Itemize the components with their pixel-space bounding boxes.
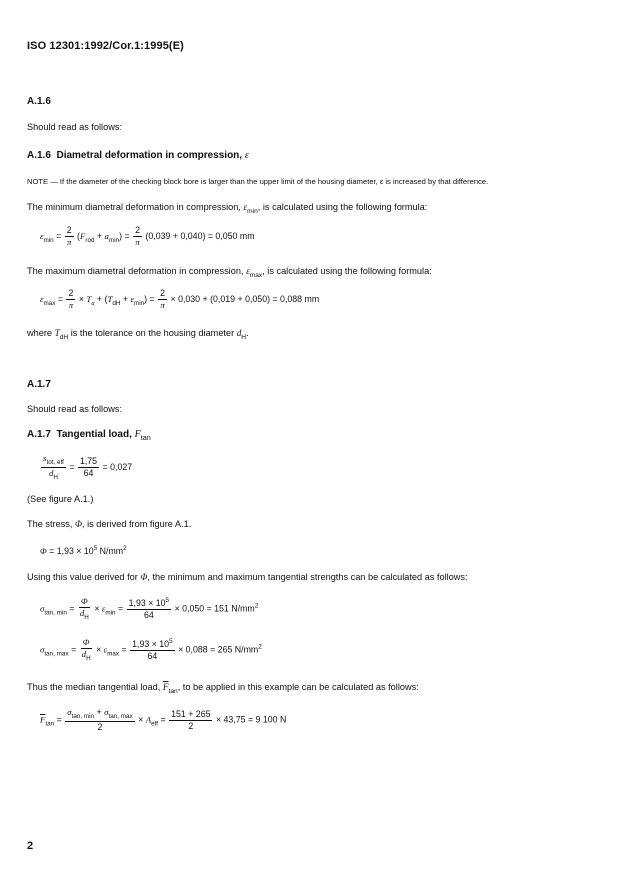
eq-sub: H	[86, 654, 91, 662]
equation-epsilon-min: $\varepsilon_{min}$ = $\frac{2}{\pi}$ $(F_{rod} + a_{min})$ = $\frac{2}{\pi}$ (0,039 + 0,040) = 0,050 mm	[40, 225, 255, 248]
fraction-numerator: 2	[133, 226, 142, 237]
thus-paragraph	[27, 682, 419, 695]
eq-value: = 1,93 × 10	[49, 545, 94, 556]
eq-exponent: 5	[169, 638, 173, 646]
fraction-numerator: Φ	[81, 638, 92, 649]
text-span: , the minimum and maximum tangential strengths can be calculated as follows:	[147, 572, 468, 582]
eq-symbol: a	[104, 231, 109, 242]
eq-value: 1,93 × 10	[132, 639, 170, 650]
fraction-denominator: 64	[83, 468, 94, 479]
symbol: $\overline{F}$	[162, 682, 169, 692]
text-span: , to be applied in this example can be calculated as follows:	[177, 682, 419, 692]
subscript: min	[247, 207, 258, 215]
page-number: 2	[27, 840, 34, 852]
document-header: ISO 12301:1992/Cor.1:1995(E)	[27, 40, 184, 52]
fraction-denominator: 64	[143, 610, 154, 621]
heading-number: A.1.7	[27, 429, 51, 440]
eq-sub: tan, max	[44, 650, 69, 658]
where-paragraph	[27, 328, 249, 341]
text-span: , is calculated using the following formula:	[262, 266, 432, 276]
equation-sigma-max: $\sigma_{tan, max}$ = $\frac{\Phi}{d_H}$ × $\varepsilon_{max}$ = $\frac{1,93 \times 10^5}{64}$ × 0,088 = 265 $N/mm^2$	[40, 637, 262, 662]
eq-sub: min	[108, 236, 120, 244]
eq-unit: N/mm	[97, 545, 124, 556]
text-span: The minimum diametral deformation in compression,	[27, 202, 244, 212]
eq-symbol: d	[48, 468, 54, 479]
fraction-denominator: π	[68, 300, 74, 311]
fraction-2-pi	[158, 289, 167, 310]
eq-sub: tan, max	[108, 712, 133, 720]
text-span: The maximum diametral deformation in compression,	[27, 266, 247, 276]
eq-sub: tan, min	[44, 609, 67, 617]
eq-exponent: 2	[258, 643, 262, 651]
eq-symbol: σ	[104, 707, 109, 717]
eq-values: × 0,050 = 151 N/mm	[174, 603, 255, 614]
equation-epsilon-max: $\varepsilon_{max}$ = $\frac{2}{\pi}$ × $T_a + (T_{dH} + \varepsilon_{min})$ = $\frac{2}{\pi}$ × 0,030 + (0,019 + 0,050) = 0,088 mm	[40, 288, 320, 311]
fraction-values	[169, 710, 212, 731]
eq-sub: min	[43, 236, 54, 244]
fraction-phi-d	[80, 638, 93, 663]
eq-sub: tan, min	[71, 712, 95, 720]
eq-sub: H	[84, 613, 89, 621]
fraction-phi-d	[78, 597, 91, 622]
eq-values: (0,039 + 0,040) = 0,050 mm	[145, 231, 255, 242]
eq-symbol: σ	[67, 707, 72, 717]
heading-title: Diametral deformation in compression,	[56, 150, 243, 161]
eq-symbol: ε	[130, 294, 134, 305]
text-span: Using this value derived for	[27, 572, 141, 582]
fraction-denominator: π	[66, 237, 72, 248]
eq-symbol: σ	[40, 603, 45, 614]
eq-symbol: ε	[101, 603, 106, 614]
eq-sub: min	[133, 299, 145, 307]
symbol: Φ	[75, 519, 82, 529]
heading-sub: tan	[140, 433, 151, 442]
eq-symbol: T	[86, 294, 92, 305]
eq-symbol: $\overline{F}$	[40, 714, 46, 725]
eq-symbol: F	[79, 231, 86, 242]
eq-sub: tot, eff	[46, 458, 64, 466]
symbol: Φ	[140, 572, 148, 582]
should-read-label: Should read as follows:	[27, 404, 122, 414]
fraction-numerator: 2	[65, 226, 74, 237]
text-span: , is derived from figure A.1.	[82, 519, 192, 529]
should-read-label: Should read as follows:	[27, 122, 122, 132]
section-id-a17: A.1.7	[27, 379, 51, 390]
see-figure-note: (See figure A.1.)	[27, 494, 94, 504]
fraction-numerator: 2	[158, 289, 167, 300]
heading-title: Tangential load,	[56, 429, 132, 440]
heading-symbol: F	[134, 429, 141, 440]
fraction-numerator	[41, 454, 66, 468]
fraction-s-d	[41, 454, 66, 482]
fraction-numerator: Φ	[79, 597, 90, 608]
symbol: ε	[243, 202, 248, 212]
eq-exponent: 5	[93, 545, 98, 552]
symbol: T	[54, 328, 60, 338]
equation-ratio: $\frac{s_{tot, eff}}{d_H}$ = $\frac{1,75}{64}$ = 0,027	[43, 453, 133, 482]
fraction-denominator: 2	[97, 722, 103, 733]
eq-values: × 0,088 = 265 N/mm	[178, 644, 259, 655]
fraction-values	[127, 598, 171, 620]
eq-exponent: 2	[123, 545, 127, 552]
eq-symbol: d	[81, 649, 87, 660]
subscript: max	[249, 271, 263, 279]
eq-sub: dH	[112, 299, 121, 307]
fraction-values	[78, 457, 99, 478]
eq-exponent: 5	[165, 597, 170, 605]
section-heading-a17	[27, 429, 151, 442]
fraction-numerator: 2	[66, 289, 75, 300]
eq-sub: H	[53, 474, 58, 482]
fraction-denominator	[47, 468, 60, 481]
section-heading-a16	[27, 150, 249, 161]
eq-symbol: σ	[40, 644, 45, 655]
fraction-numerator	[127, 598, 171, 610]
eq-sub: eff	[151, 720, 159, 728]
eq-sub: min	[105, 609, 116, 617]
section-id-a16: A.1.6	[27, 96, 51, 107]
fraction-denominator	[80, 649, 93, 662]
text-span: is the tolerance on the housing diameter	[68, 328, 237, 338]
fraction-2-pi	[66, 289, 75, 310]
text-span: .	[246, 328, 249, 338]
text-span: Thus the median tangential load,	[27, 682, 163, 692]
text-span: , is calculated using the following formula:	[257, 202, 428, 212]
using-paragraph	[27, 572, 468, 582]
symbol: ε	[246, 266, 250, 276]
eq-symbol: A	[145, 714, 152, 725]
text-span: where	[27, 328, 55, 338]
fraction-numerator: 1,75	[78, 457, 99, 468]
eq-symbol: Φ	[40, 545, 47, 556]
eq-exponent: 2	[254, 602, 259, 610]
eq-symbol: ε	[40, 231, 44, 242]
eq-symbol: d	[79, 608, 85, 619]
eq-sub: a	[91, 299, 95, 307]
subscript: H	[241, 333, 247, 341]
fraction-numerator: 151 + 265	[169, 710, 212, 721]
subscript: tan	[168, 687, 178, 695]
eq-sub: tan	[45, 720, 55, 728]
eq-sub: max	[43, 299, 56, 307]
min-intro-paragraph	[27, 202, 427, 215]
eq-sub: max	[107, 650, 120, 658]
equation-sigma-min: $\sigma_{tan, min}$ = $\frac{\Phi}{d_H}$ × $\varepsilon_{min}$ = $\frac{1,93 \times 10^5}{64}$ × 0,050 = 151 $N/mm^2$	[40, 596, 259, 621]
eq-symbol: ε	[103, 644, 108, 655]
fraction-2-pi	[65, 226, 74, 247]
fraction-numerator: $\sigma_{tan, min} + \sigma_{tan, max}$	[65, 708, 135, 722]
equation-phi	[40, 545, 127, 556]
heading-number: A.1.6	[27, 150, 51, 161]
text-span: The stress,	[27, 519, 75, 529]
fraction-values	[130, 639, 174, 661]
fraction-numerator	[130, 639, 174, 651]
fraction-denominator	[78, 608, 91, 621]
eq-symbol: s	[43, 453, 47, 463]
symbol: d	[236, 328, 242, 338]
eq-values: × 0,030 + (0,019 + 0,050) = 0,088 mm	[170, 294, 320, 305]
eq-symbol: T	[107, 294, 113, 305]
eq-symbol: ε	[40, 294, 44, 305]
eq-values: × 43,75 = 9 100 N	[215, 714, 287, 725]
fraction-denominator: π	[135, 237, 140, 248]
heading-symbol: ε	[244, 150, 249, 161]
fraction-denominator: π	[160, 300, 165, 311]
subscript: dH	[59, 333, 69, 341]
fraction-denominator: 64	[147, 651, 158, 662]
note-text: NOTE — If the diameter of the checking block bore is larger than the upper limit of the housing diameter, ε is increased by that difference.	[27, 177, 489, 186]
equation-f-tan: $\overline{F}_{tan}$ = $\frac{\sigma_{tan, min} + \sigma_{tan, max}}{2}$ × $A_{eff}$ = $\frac{151 + 265}{2}$ × 43,75 = 9 100 N	[40, 707, 287, 733]
eq-result: = 0,027	[102, 462, 133, 473]
stress-paragraph	[27, 519, 191, 529]
eq-value: 1,93 × 10	[128, 598, 166, 609]
fraction-denominator: 2	[188, 720, 194, 731]
fraction-2-pi	[133, 226, 142, 247]
fraction-sigma-sum	[65, 708, 135, 733]
eq-sub: rod	[85, 236, 95, 244]
max-intro-paragraph	[27, 266, 432, 279]
